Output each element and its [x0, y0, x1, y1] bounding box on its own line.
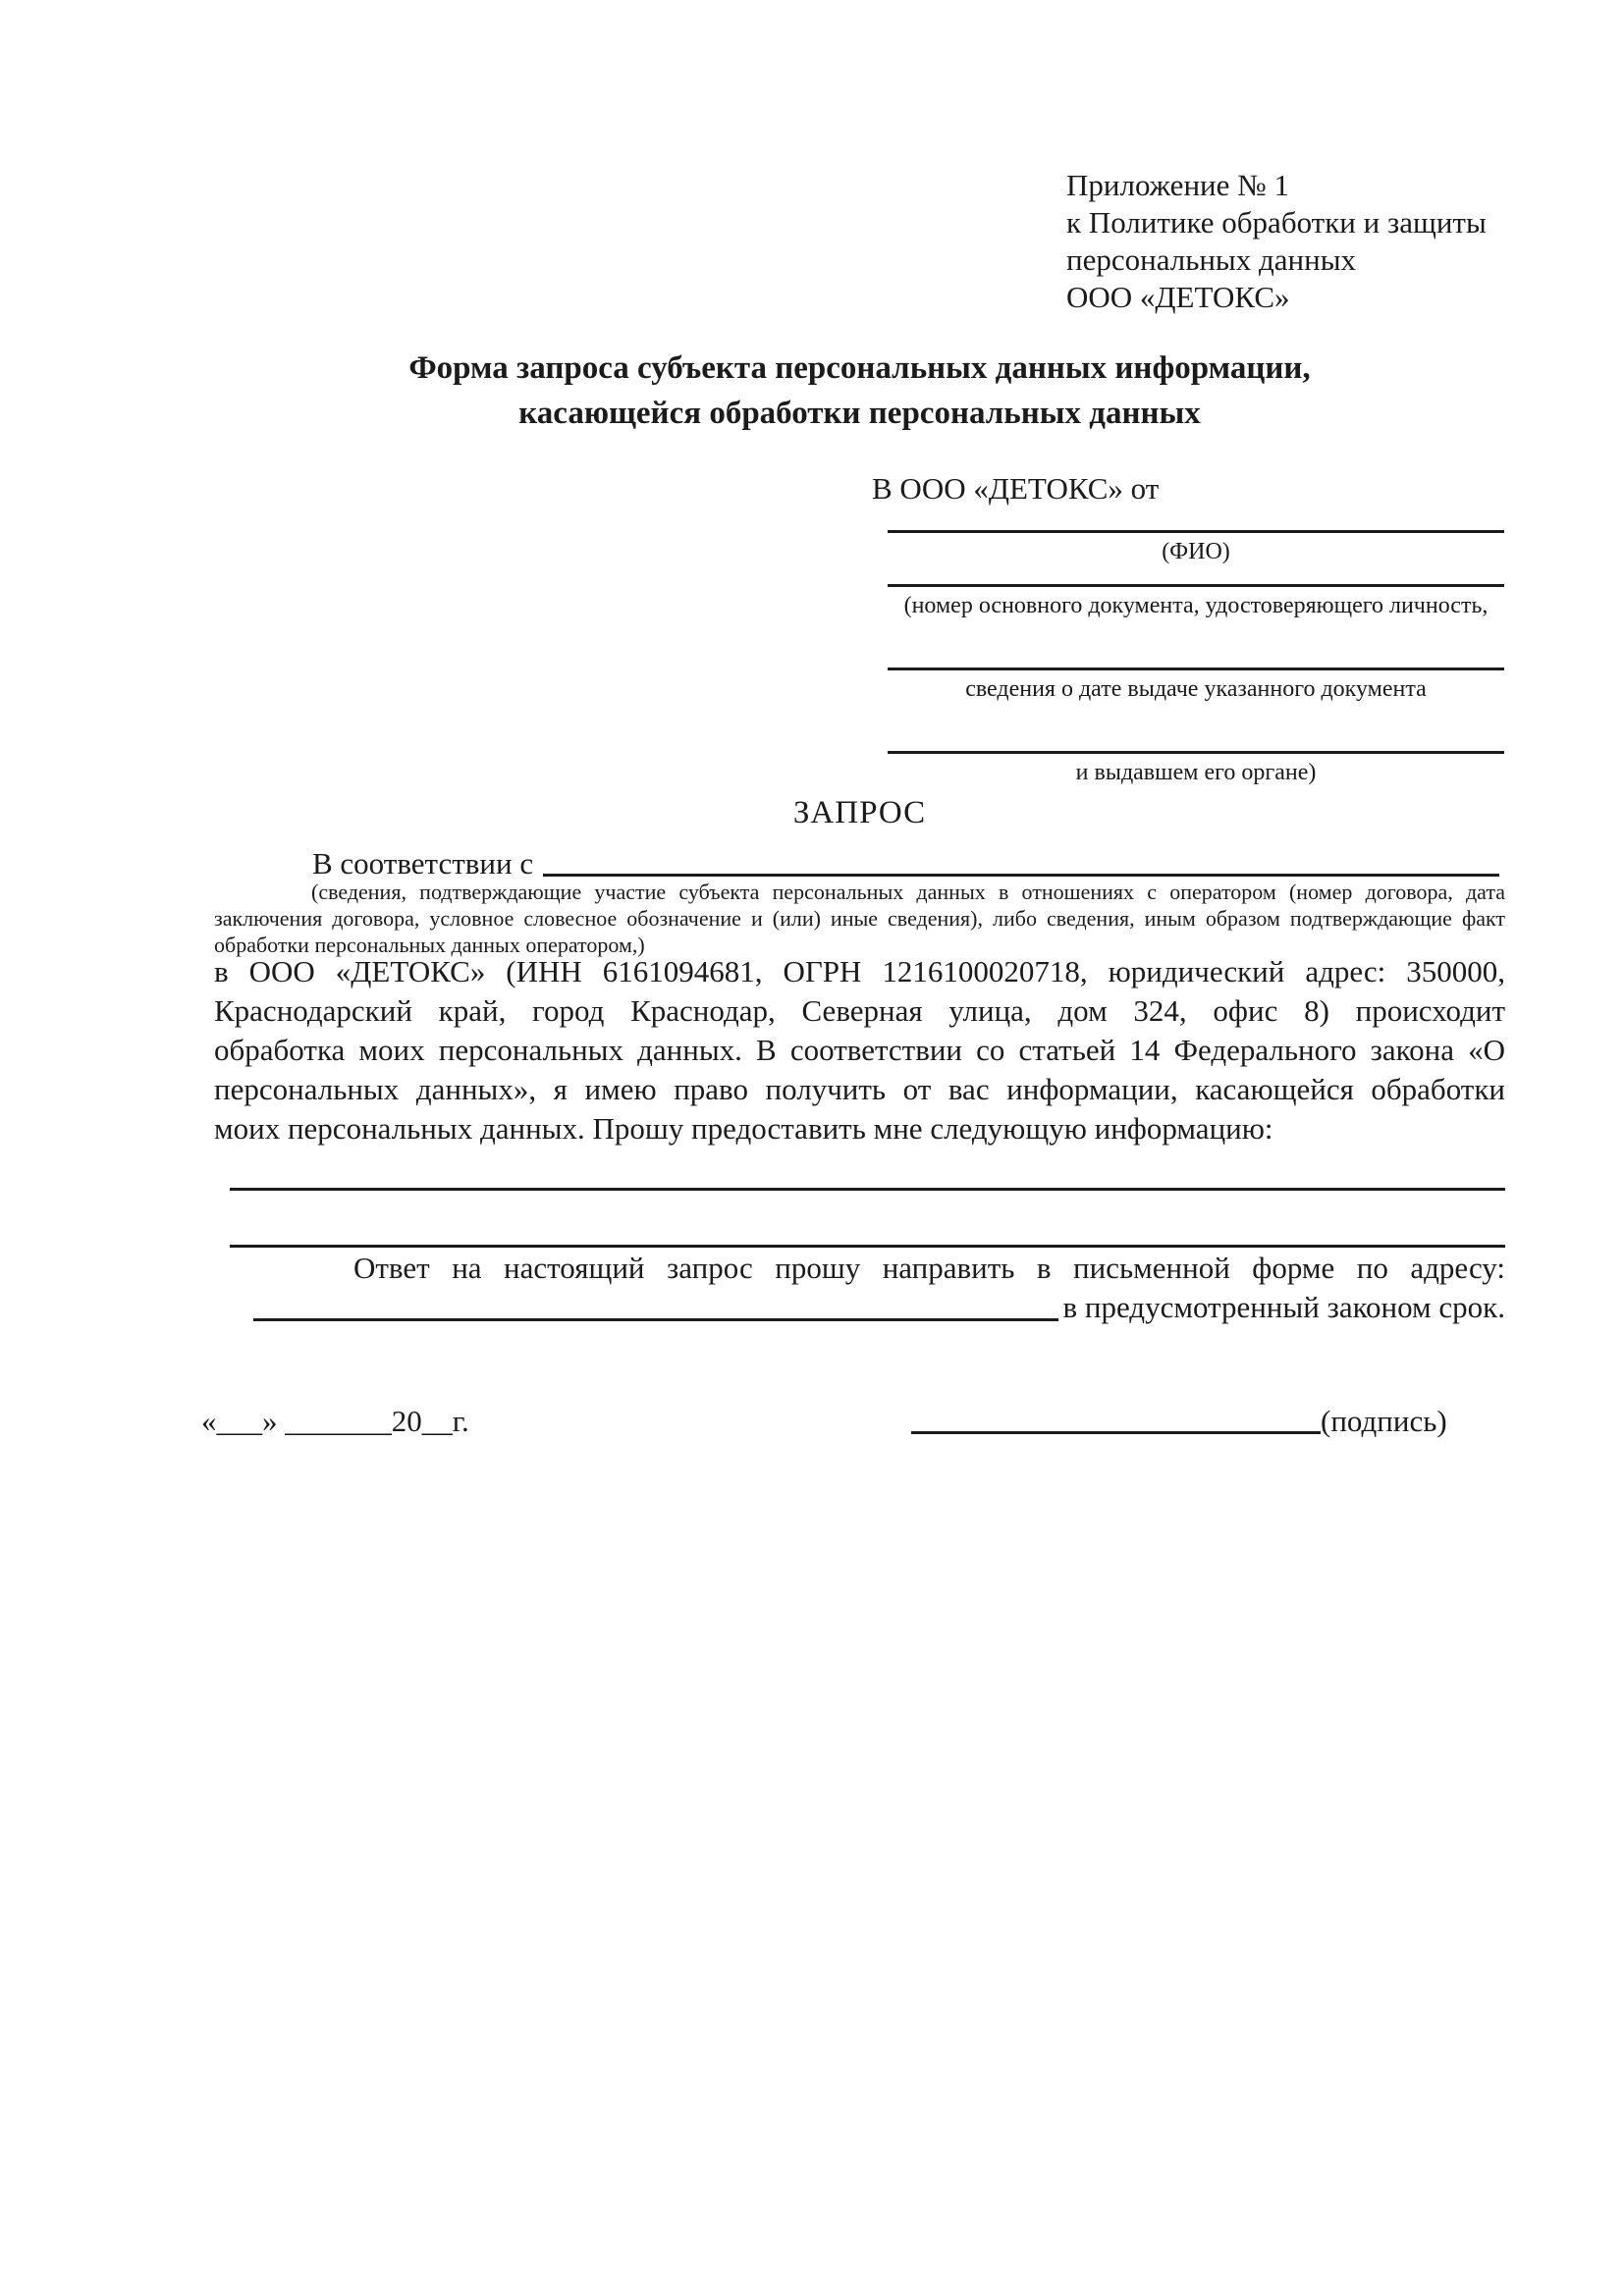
form-title-line: Форма запроса субъекта персональных данных информации,	[408, 350, 1311, 386]
signature-row	[911, 1402, 1447, 1441]
reply-address-row	[253, 1288, 1505, 1327]
body-line: в ООО «ДЕТОКС» (ИНН 6161094681, ОГРН 1216100020718, юридический адрес: 350000,	[214, 954, 1505, 988]
body-line: Краснодарский край, город Краснодар, Северная улица, дом 324, офис 8) происходит	[214, 993, 1505, 1028]
date-blank-text: «___» _______20__г.	[201, 1404, 469, 1438]
body-line: моих персональных данных. Прошу предоставить мне следующую информацию:	[214, 1111, 1273, 1146]
request-heading: ЗАПРОС	[792, 795, 927, 830]
appendix-line: к Политике обработки и защиты	[1066, 205, 1487, 240]
appendix-line: персональных данных	[1066, 242, 1357, 277]
reply-delivery-sentence: Ответ на настоящий запрос прошу направить в письменной форме по адресу:	[353, 1251, 1505, 1285]
reply-tail-text: в предусмотренный законом срок.	[1062, 1290, 1505, 1324]
footnote-line: обработки персональных данных оператором,)	[214, 933, 645, 957]
basis-footnote	[214, 879, 1505, 958]
footnote-line: (сведения, подтверждающие участие субъекта персональных данных в отношениях с оператором (номер договора, дата	[311, 880, 1505, 904]
signature-caption: (подпись)	[1321, 1404, 1447, 1438]
basis-lead-label: В соответствии с	[312, 846, 534, 881]
footnote-line: заключения договора, условное словесное обозначение и (или) иные сведения), либо сведения, иным образом подтверждающие факт	[214, 906, 1505, 931]
document-number-blank-field	[888, 584, 1504, 619]
appendix-line: Приложение № 1	[1066, 168, 1289, 202]
address-blank-field	[253, 1288, 1058, 1321]
requested-info-blank-line-1	[230, 1188, 1505, 1191]
fio-blank-field	[888, 530, 1504, 565]
appendix-reference	[1066, 167, 1487, 316]
issue-date-caption: сведения о дате выдаче указанного документа	[965, 676, 1427, 702]
issuing-authority-caption: и выдавшем его органе)	[1075, 760, 1317, 785]
body-line: обработка моих персональных данных. В соответствии со статьей 14 Федерального закона «О	[214, 1033, 1505, 1067]
document-number-caption: (номер основного документа, удостоверяющего личность,	[903, 593, 1489, 618]
appendix-line: ООО «ДЕТОКС»	[1066, 280, 1290, 314]
form-title-line: касающейся обработки персональных данных	[518, 396, 1201, 431]
fio-caption: (ФИО)	[1162, 539, 1230, 564]
request-body-paragraph	[214, 952, 1505, 1148]
body-line: персональных данных», я имею право получить от вас информации, касающейся обработки	[214, 1072, 1505, 1106]
issue-date-blank-field	[888, 667, 1504, 703]
issuing-authority-blank-field	[888, 751, 1504, 786]
form-title	[214, 346, 1505, 436]
requested-info-blank-line-2	[230, 1245, 1505, 1248]
basis-blank-field	[543, 844, 1499, 877]
basis-lead-row	[312, 844, 1499, 883]
recipient-line: В ООО «ДЕТОКС» от	[872, 471, 1160, 506]
signature-blank-field	[911, 1402, 1321, 1434]
